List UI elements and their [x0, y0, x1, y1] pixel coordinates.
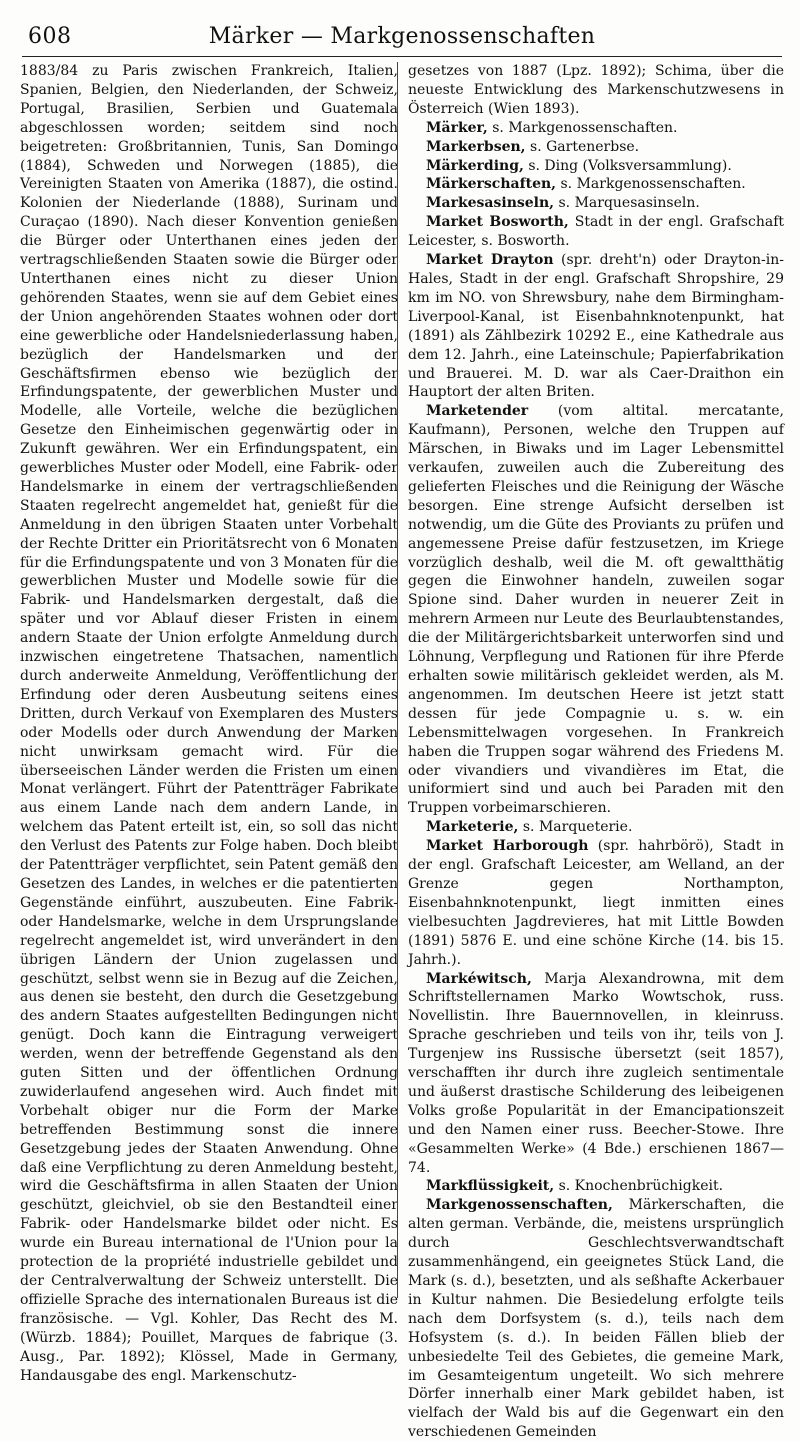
continuation-text: gesetzes von 1887 (Lpz. 1892); Schima, über die neueste Entwicklung des Markenschutzwesens in Österreich (Wien 1893).	[408, 63, 784, 117]
page-header	[22, 22, 782, 57]
entry-headword: Markesasinseln,	[426, 195, 555, 212]
right-column	[408, 62, 784, 1442]
entry-text: s. Knochenbrüchigkeit.	[554, 1178, 724, 1195]
running-head: Märker — Markgenossenschaften	[208, 24, 596, 49]
entry-market-drayton	[408, 251, 784, 402]
entry-headword: Märkerschaften,	[426, 176, 557, 193]
entry-headword: Market Harborough	[426, 838, 589, 855]
entry-headword: Markflüssigkeit,	[426, 1178, 555, 1195]
entry-headword: Markéwitsch,	[426, 970, 532, 987]
entry-text: Stadt in der engl. Grafschaft Leicester, s. Bosworth.	[408, 214, 784, 250]
entry-text: Marja Alexandrowna, mit dem Schriftstellernamen Marko Wowtschok, russ. Novellistin. Ihre Bauernnovellen, in kleinruss. Sprache geschrieben und teils von ihr, teils von J. Turgenjew ins Russische übersetzt (seit 1857), verschafften ihr durch ihre zugleich sentimentale und äußerst drastische Schilderung des leibeigenen Volks große Popularität in der Emancipationszeit und den Namen einer russ. Beecher-Stowe. Ihre «Gesammelten Werke» (4 Bde.) erschienen 1867—74.	[408, 970, 784, 1176]
entry-markesasinseln	[408, 194, 784, 213]
entry-market-harborough	[408, 837, 784, 969]
entry-headword: Market Drayton	[426, 252, 554, 269]
entry-maerker	[408, 119, 784, 138]
entry-text: s. Marquesasinseln.	[554, 195, 700, 212]
entry-text: (spr. hahrbörö), Stadt in der engl. Grafschaft Leicester, am Welland, an der Grenze gegen Northampton, Eisenbahnknotenpunkt, liegt inmitten eines vielbesuchten Jagdrevieres, hat mit Little Bowden (1891) 5876 E. und eine schöne Kirche (14. bis 15. Jahrh.).	[408, 838, 785, 968]
entry-headword: Märkerding,	[426, 157, 524, 174]
entry-headword: Marketender	[426, 403, 529, 420]
entry-text: s. Gartenerbse.	[525, 138, 640, 155]
entry-text: (spr. dreht'n) oder Drayton-in-Hales, Stadt in der engl. Grafschaft Shropshire, 29 km im NO. von Shrewsbury, nahe dem Birmingham-Liverpool-Kanal, ist Eisenbahnknotenpunkt, hat (1891) als Zählbezirk 10292 E., eine Kathedrale aus dem 12. Jahrh., eine Lateinschule; Papierfabrikation und Brauerei. M. D. war als Caer-Draithon ein Hauptort der alten Briten.	[408, 252, 784, 401]
entry-headword: Market Bosworth,	[426, 214, 569, 231]
entry-market-bosworth	[408, 213, 784, 251]
entry-text: s. Markgenossenschaften.	[556, 176, 746, 193]
entry-maerkerding	[408, 157, 784, 176]
entry-headword: Markgenossenschaften,	[426, 1197, 613, 1214]
entry-headword: Markerbsen,	[426, 138, 526, 155]
entry-text: (vom altital. mercatante, Kaufmann), Personen, welche den Truppen auf Märschen, in Biwaks und im Lager Lebensmittel verkaufen, zuweilen auch die Zubereitung des gelieferten Fleisches und die Reinigung der Wäsche besorgen. Eine strenge Aufsicht derselben ist notwendig, um die Güte des Proviants zu prüfen und angemessene Preise dafür festzusetzen, im Kriege vorzüglich deshalb, weil die M. oft gewaltthätig gegen die Einwohner handeln, zuweilen sogar Spione sind. Daher wurden in neuerer Zeit in mehrern Armeen nur Leute des Beurlaubtenstandes, die der Militärgerichtsbarkeit unterworfen sind und Löhnung, Verpflegung und Rationen für ihre Pferde erhalten sowie militärisch gekleidet werden, als M. angenommen. Im deutschen Heere ist jetzt statt dessen für jede Compagnie u. s. w. ein Lebensmittelwagen vorgesehen. In Frankreich haben die Truppen sogar während des Friedens M. oder vivandiers und vivandières im Etat, die uniformiert sind und auch bei Paraden mit den Truppen vorbeimarschieren.	[408, 403, 784, 817]
entry-markfluessigkeit	[408, 1177, 784, 1196]
entry-markerbsen	[408, 138, 784, 157]
entry-markewitsch	[408, 970, 784, 1178]
left-column	[20, 62, 398, 1385]
entry-text: s. Marqueterie.	[518, 819, 633, 836]
entry-marketerie	[408, 818, 784, 837]
entry-marketender	[408, 402, 784, 818]
left-column-text: 1883/84 zu Paris zwischen Frankreich, Italien, Spanien, Belgien, den Niederlanden, der Schweiz, Portugal, Brasilien, Serbien und Guatemala abgeschlossen worden; seitdem sind noch beigetreten: Großbritannien, Tunis, San Domingo (1884), Schweden und Norwegen (1885), die Vereinigten Staaten von Amerika (1887), die ostind. Kolonien der Niederlande (1888), Surinam und Curaçao (1890). Nach dieser Konvention genießen die Bürger oder Unterthanen eines jeden der vertragschließenden Staaten sowie die Bürger oder Unterthanen eines nicht zu dieser Union gehörenden Staates, wenn sie auf dem Gebiet eines der Union angehörenden Staates wohnen oder dort eine gewerbliche oder Handelsniederlassung haben, bezüglich der Handelsmarken und der Geschäftsfirmen ebenso wie bezüglich der Erfindungspatente, der gewerblichen Muster und Modelle, alle Vorteile, welche die bezüglichen Gesetze den Einheimischen gegenwärtig oder in Zukunft gewähren. Wer ein Erfindungspatent, ein gewerbliches Muster oder Modell, eine Fabrik- oder Handelsmarke in einem der vertragschließenden Staaten regelrecht angemeldet hat, genießt für die Anmeldung in den übrigen Staaten unter Vorbehalt der Rechte Dritter ein Prioritätsrecht von 6 Monaten für die Erfindungspatente und von 3 Monaten für die gewerblichen Muster und Modelle sowie für die Fabrik- und Handelsmarken dergestalt, daß die später und vor Ablauf dieser Fristen in einem andern Staate der Union erfolgte Anmeldung durch inzwischen eingetretene Thatsachen, namentlich durch anderweite Anmeldung, Veröffentlichung der Erfindung oder deren Ausbeutung seitens eines Dritten, durch Verkauf von Exemplaren des Musters oder Modells oder durch Anwendung der Marken nicht unwirksam gemacht wird. Für die überseeischen Länder werden die Fristen um einen Monat verlängert. Führt der Patentträger Fabrikate aus einem Lande nach dem andern Lande, in welchem das Patent erteilt ist, ein, so soll das nicht den Verlust des Patents zur Folge haben. Doch bleibt der Patentträger verpflichtet, sein Patent gemäß den Gesetzen des Landes, in welches er die patentierten Gegenstände einführt, auszubeuten. Eine Fabrik- oder Handelsmarke, welche in dem Ursprungslande regelrecht angemeldet ist, wird unverändert in den übrigen Ländern der Union zugelassen und geschützt, selbst wenn sie in Bezug auf die Zeichen, aus denen sie besteht, den durch die Gesetzgebung des andern Staates aufgestellten Bedingungen nicht genügt. Doch kann die Eintragung verweigert werden, wenn der betreffende Gegenstand als den guten Sitten und der öffentlichen Ordnung zuwiderlaufend angesehen wird. Auch findet mit Vorbehalt obiger nur die Form der Marke betreffenden Bestimmung sonst die innere Gesetzgebung jedes der Staaten Anwendung. Ohne daß eine Verpflichtung zu deren Anmeldung besteht, wird die Geschäftsfirma in allen Staaten der Union geschützt, gleichviel, ob sie den Bestandteil einer Fabrik- oder Handelsmarke bildet oder nicht. Es wurde ein Bureau international de l'Union pour la protection de la propriété industrielle gebildet und der Centralverwaltung der Schweiz unterstellt. Die offizielle Sprache des internationalen Bureaus ist die französische. — Vgl. Kohler, Das Recht des M. (Würzb. 1884); Pouillet, Marques de fabrique (3. Ausg., Par. 1892); Klössel, Made in Germany, Handausgabe des engl. Markenschutz-	[20, 63, 398, 1384]
entry-headword: Marketerie,	[426, 819, 519, 836]
entry-text: s. Markgenossenschaften.	[487, 119, 678, 136]
entry-headword: Märker,	[426, 119, 488, 136]
entry-text: Märkerschaften, die alten german. Verbände, die, meistens ursprünglich durch Geschlechtsverwandtschaft zusammenhängend, ein geeignetes Stück Land, die Mark (s. d.), besetzten, und als seßhafte Ackerbauer in Kultur nahmen. Die Besiedelung erfolgte teils nach dem Dorfsystem (s. d.), teils nach dem Hofsystem (s. d.). In beiden Fällen blieb der unbesiedelte Teil des Gebietes, die gemeine Mark, im Gesamteigentum ungeteilt. Wo sich mehrere Dörfer innerhalb einer Mark gebildet haben, ist vielfach der Wald bis auf die Gegenwart ein den verschiedenen Gemeinden	[408, 1197, 784, 1441]
page-number: 608	[28, 24, 72, 49]
entry-text: s. Ding (Volksversammlung).	[523, 157, 732, 174]
entry-markgenossenschaften	[408, 1196, 784, 1442]
entry-maerkerschaften	[408, 175, 784, 194]
column-divider	[397, 62, 398, 1298]
